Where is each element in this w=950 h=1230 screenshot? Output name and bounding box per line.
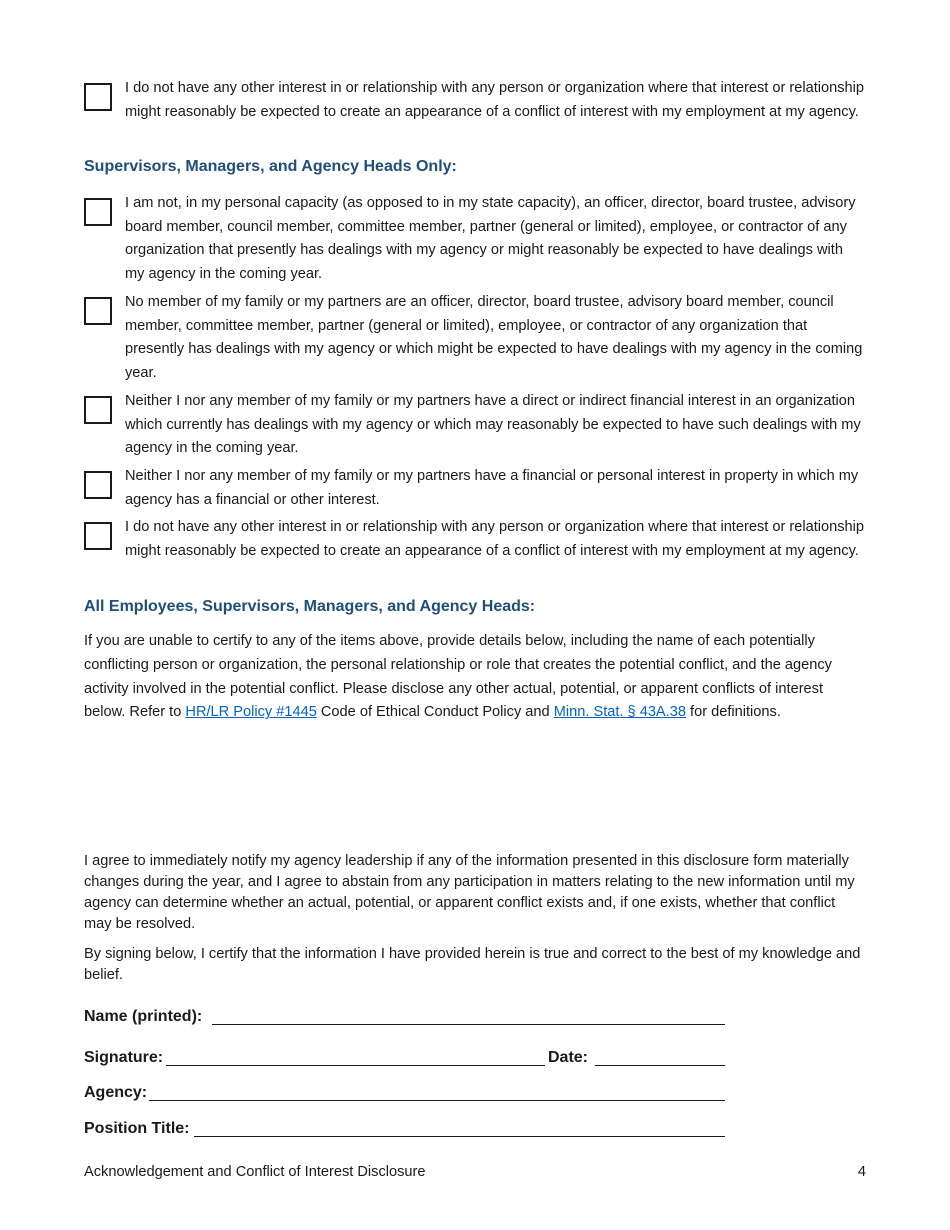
agreement-paragraph: I agree to immediately notify my agency leadership if any of the information presented in this disclosure form materially changes during the year, and I agree to abstain from any participation in matters relating to the new information until my agency can determine whether an actual, potential, or apparent conflict exists and, if one exists, whether that conflict may be resolved. <box>84 853 855 932</box>
section-heading-all-employees: All Employees, Supervisors, Managers, and Agency Heads: <box>84 598 536 615</box>
name-printed-field[interactable] <box>212 1005 725 1025</box>
checkbox-label: Neither I nor any member of my family or my partners have a direct or indirect financial interest in an organization which currently has dealings with my agency or which may reasonably be expected to have such dealings with my agency in the coming year. <box>125 393 861 457</box>
signature-row <box>84 1046 726 1070</box>
position-title-row <box>84 1117 726 1141</box>
agency-label: Agency: <box>84 1084 148 1101</box>
position-title-label: Position Title: <box>84 1120 190 1137</box>
certification-paragraph: By signing below, I certify that the information I have provided herein is true and correct to the best of my knowledge and belief. <box>84 946 861 983</box>
checkbox[interactable] <box>84 522 112 550</box>
checkbox-label: Neither I nor any member of my family or my partners have a financial or personal interest in property in which my agency has a financial or other interest. <box>125 468 859 508</box>
signature-field[interactable] <box>166 1046 545 1066</box>
name-printed-label: Name (printed): <box>84 1008 203 1025</box>
footer-title: Acknowledgement and Conflict of Interest Disclosure <box>84 1164 426 1180</box>
minn-stat-link[interactable]: Minn. Stat. § 43A.38 <box>553 704 686 721</box>
checkbox-label: No member of my family or my partners are an officer, director, board trustee, advisory board member, council member, committee member, partner (general or limited), employee, or contractor of any organization that presently has dealings with my agency or which might be expected to have dealings with my agency in the coming year. <box>125 294 863 382</box>
name-printed-row <box>84 1005 726 1029</box>
page-footer <box>84 1161 866 1183</box>
signature-label: Signature: <box>84 1049 164 1066</box>
checkbox-label: I do not have any other interest in or relationship with any person or organization where that interest or relationship might reasonably be expected to create an appearance of a conflict of interest with my employment at my agency. <box>125 519 865 559</box>
checkbox[interactable] <box>84 83 112 111</box>
section-heading-supervisors: Supervisors, Managers, and Agency Heads Only: <box>84 158 457 175</box>
checkbox[interactable] <box>84 297 112 325</box>
date-label: Date: <box>548 1049 589 1066</box>
hr-lr-policy-link[interactable]: HR/LR Policy #1445 <box>185 704 317 721</box>
checkbox[interactable] <box>84 471 112 499</box>
checkbox[interactable] <box>84 396 112 424</box>
page-number: 4 <box>857 1164 866 1180</box>
date-field[interactable] <box>595 1046 725 1066</box>
position-title-field[interactable] <box>194 1117 725 1137</box>
agency-row <box>84 1081 726 1105</box>
checkbox-label: I do not have any other interest in or relationship with any person or organization where that interest or relationship might reasonably be expected to create an appearance of a conflict of interest with my employment at my agency. <box>125 80 865 120</box>
checkbox-label: I am not, in my personal capacity (as opposed to in my state capacity), an officer, director, board trustee, advisory board member, council member, committee member, partner (general or limited), employee, or contractor of any organization that presently has dealings with my agency or might reasonably be expected to have dealings with my agency in the coming year. <box>125 195 856 283</box>
agency-field[interactable] <box>149 1081 725 1101</box>
disclosure-instructions: If you are unable to certify to any of the items above, provide details below, including the name of each potentially conflicting person or organization, the personal relationship or role that creates the potential conflict, and the agency activity involved in the potential conflict. Please disclose any other actual, potential, or apparent conflicts of interest below. Refer to HR/LR Policy #1445 Code of Ethical Conduct Policy and Minn. Stat. § 43A.38 for definitions. <box>84 633 832 721</box>
checkbox[interactable] <box>84 198 112 226</box>
